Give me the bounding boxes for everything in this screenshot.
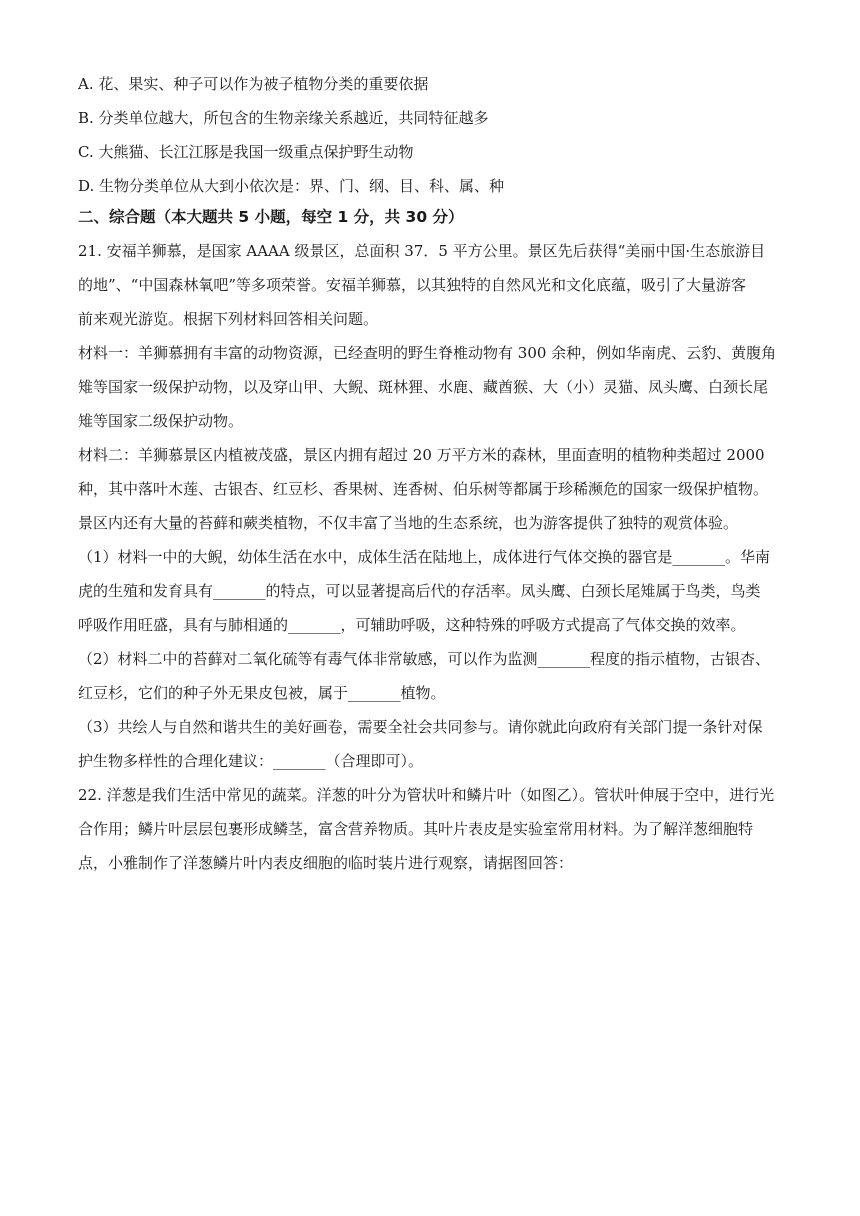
q21-part1-line: 呼吸作用旺盛，具有与肺相通的_______，可辅助呼吸，这种特殊的呼吸方式提高了气体交换的效率。 (78, 616, 746, 634)
q21-intro-line: 的地”、“中国森林氧吧”等多项荣誉。安福羊狮慕，以其独特的自然风光和文化底蕴，吸引了大量游客 (78, 276, 747, 294)
q21-material2-line: 种，其中落叶木莲、古银杏、红豆杉、香果树、连香树、伯乐树等都属于珍稀濒危的国家一级保护植物。 (78, 480, 769, 498)
q21-part2-line: 红豆杉，它们的种子外无果皮包被，属于_______植物。 (78, 684, 446, 702)
q21-part1-line: （1）材料一中的大鲵，幼体生活在水中，成体生活在陆地上，成体进行气体交换的器官是_______。华南 (78, 548, 771, 566)
q21-intro-line: 前来观光游览。根据下列材料回答相关问题。 (78, 310, 379, 328)
q21-part1-line: 虎的生殖和发育具有_______的特点，可以显著提高后代的存活率。凤头鹰、白颈长尾雉属于鸟类，鸟类 (78, 582, 761, 600)
section-heading: 二、综合题（本大题共 5 小题，每空 1 分，共 30 分） (78, 208, 464, 226)
q22-line: 点，小雅制作了洋葱鳞片叶内表皮细胞的临时装片进行观察，请据图回答： (78, 854, 574, 872)
q21-part3-line: （3）共绘人与自然和谐共生的美好画卷，需要全社会共同参与。请你就此向政府有关部门提一条针对保 (78, 718, 763, 736)
option-a: A. 花、果实、种子可以作为被子植物分类的重要依据 (78, 75, 429, 93)
q21-intro-line: 21. 安福羊狮慕，是国家 AAAA 级景区，总面积 37．5 平方公里。景区先后获得“美丽中国·生态旅游目 (78, 242, 766, 260)
q21-material2-line: 材料二：羊狮慕景区内植被茂盛，景区内拥有超过 20 万平方米的森林，里面查明的植物种类超过 2000 (78, 446, 765, 464)
q21-material1-line: 材料一：羊狮慕拥有丰富的动物资源，已经查明的野生脊椎动物有 300 余种，例如华南虎、云豹、黄腹角 (78, 344, 777, 362)
q22-line: 合作用；鳞片叶层层包裹形成鳞茎，富含营养物质。其叶片表皮是实验室常用材料。为了解洋葱细胞特 (78, 820, 754, 838)
q21-material1-line: 雉等国家二级保护动物。 (78, 412, 244, 430)
q21-material2-line: 景区内还有大量的苔藓和蕨类植物，不仅丰富了当地的生态系统，也为游客提供了独特的观赏体验。 (78, 514, 739, 532)
q21-part3-line: 护生物多样性的合理化建议：_______（合理即可）。 (78, 752, 424, 770)
option-b: B. 分类单位越大，所包含的生物亲缘关系越近，共同特征越多 (78, 109, 489, 127)
option-d: D. 生物分类单位从大到小依次是：界、门、纲、目、科、属、种 (78, 177, 505, 195)
option-c: C. 大熊猫、长江江豚是我国一级重点保护野生动物 (78, 143, 414, 161)
q21-part2-line: （2）材料二中的苔藓对二氧化硫等有毒气体非常敏感，可以作为监测_______程度的指示植物，古银杏、 (78, 650, 771, 668)
q22-line: 22. 洋葱是我们生活中常见的蔬菜。洋葱的叶分为管状叶和鳞片叶（如图乙）。管状叶伸展于空中，进行光 (78, 786, 775, 804)
q21-material1-line: 雉等国家一级保护动物，以及穿山甲、大鲵、斑林狸、水鹿、藏酋猴、大（小）灵猫、凤头鹰、白颈长尾 (78, 378, 769, 396)
